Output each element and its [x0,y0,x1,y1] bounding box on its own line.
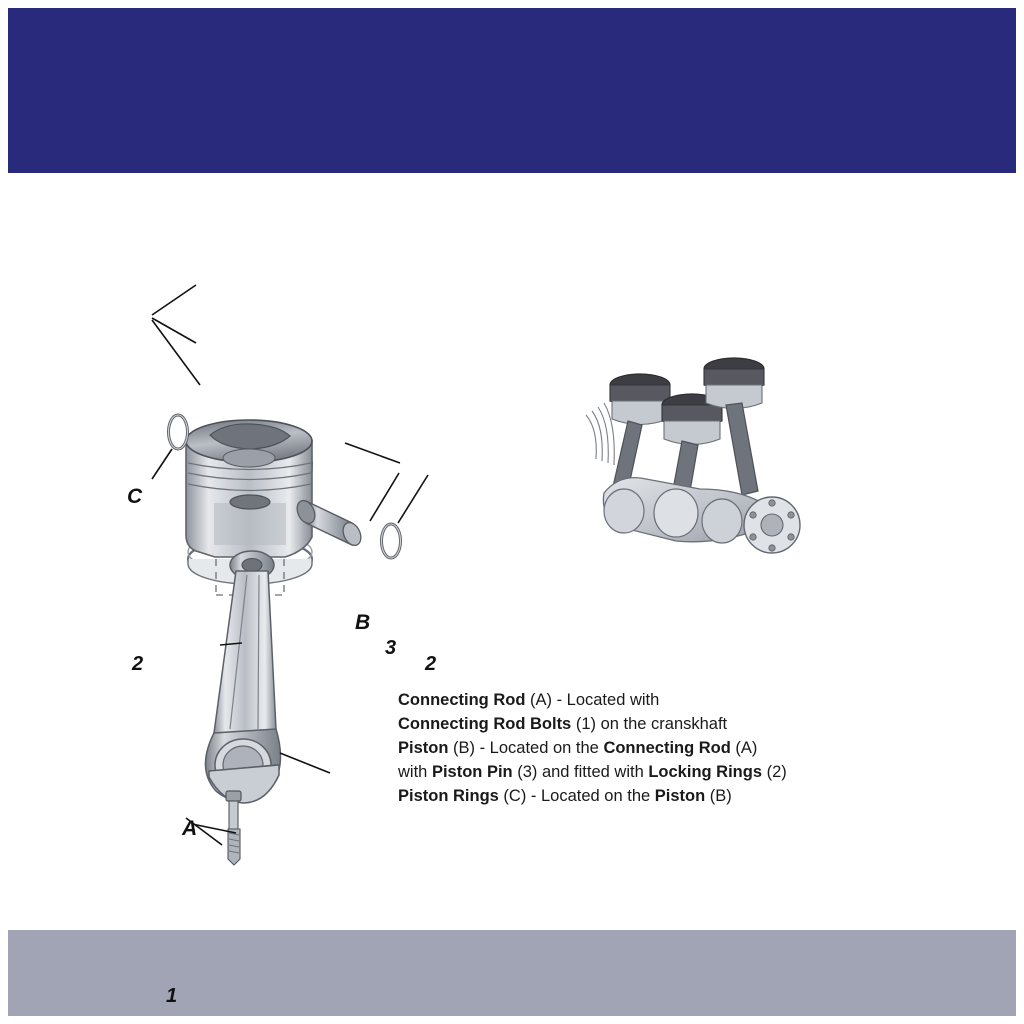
caption-term: Piston [398,739,449,757]
connecting-rod [205,551,280,803]
caption-line-1 [398,688,868,712]
header-band [8,8,1016,173]
locking-ring-right [382,524,401,558]
caption-text: (A) [730,739,758,757]
caption-block [398,688,868,808]
callout-b: B [355,611,371,634]
callout-a: A [182,817,198,840]
caption-line-4 [398,760,868,784]
caption-text: (B) [705,787,732,805]
caption-term: Connecting Rod Bolts [398,715,572,733]
crank-assembly-illustration [586,358,800,553]
caption-term: Locking Rings [648,763,763,781]
caption-term: Connecting Rod [398,691,526,709]
caption-text: with [398,763,432,781]
diagram-stage [0,173,1024,1007]
caption-line-2 [398,712,868,736]
caption-term: Piston Pin [431,763,513,781]
footer-band [8,930,1016,1016]
caption-text: (1) on the cranskhaft [571,715,728,733]
caption-text: (A) - Located with [525,691,660,709]
callout-1: 1 [166,985,178,1007]
callout-2-right: 2 [425,653,437,675]
caption-text: (2) [762,763,787,781]
leader-lines-c [152,285,200,385]
callout-2-left: 2 [132,653,144,675]
caption-text: (C) - Located on the [498,787,655,805]
caption-term: Piston Rings [398,787,499,805]
caption-text: (B) - Located on the [448,739,604,757]
caption-term: Connecting Rod [603,739,731,757]
piston-group [186,420,312,557]
piston-assembly-illustration [0,173,1024,930]
callout-3: 3 [385,637,397,659]
callout-c: C [127,485,143,508]
locking-ring-left [169,415,188,449]
caption-line-5 [398,784,868,808]
caption-term: Piston [654,787,706,805]
caption-text: (3) and fitted with [512,763,649,781]
caption-line-3 [398,736,868,760]
